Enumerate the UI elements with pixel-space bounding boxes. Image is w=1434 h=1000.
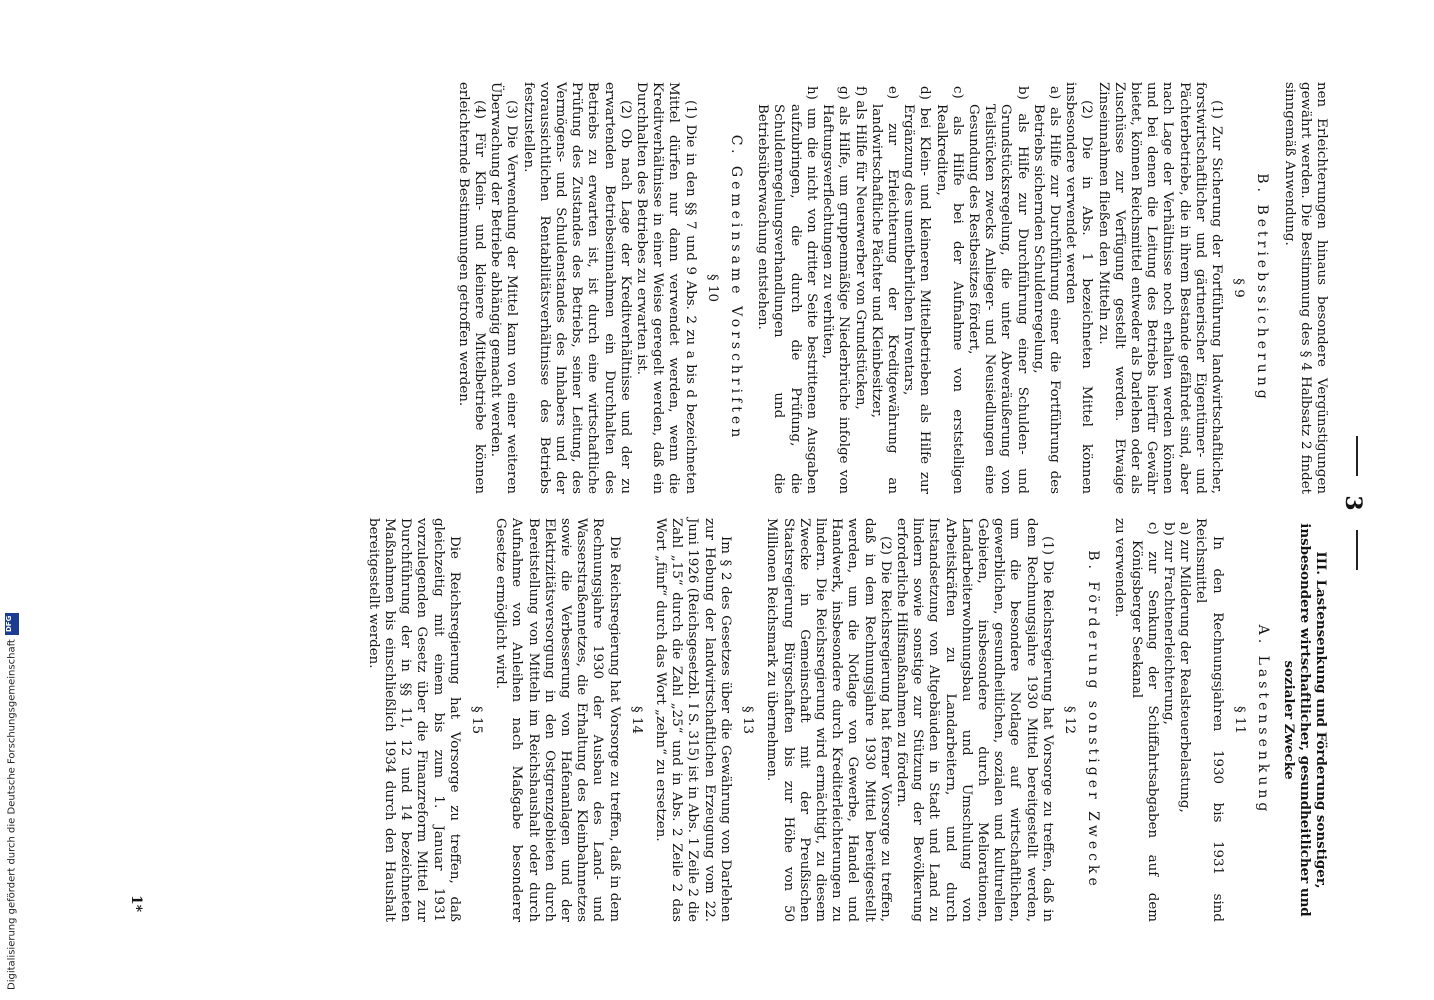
paragraph-12-abs-2: (2) Die Reichsregierung hat ferner Vorsorge zu treffen, daß in dem Rechnungsjahre 1930 Mittel bereitgestellt werden, um die Notlage von Gewerbe, Handel und Handwerk, insbesondere durch Krediterleichterungen zu lindern. Die Reichsregierung wird ermächtigt, zu diesem Zwecke in Gemeinschaft mit der Preußischen Staatsregierung Bürgschaften bis zur Höhe von 50 Millionen Reichsmark zu übernehmen. (764, 518, 893, 922)
list-item: g) als Hilfe, um gruppenmäßige Niederbrüche infolge von Haftungsverflechtungen zu verhüten, (820, 86, 852, 494)
left-column (455, 82, 1329, 494)
list-item: f) als Hilfe für Neuerwerber von Grundstücken, (852, 86, 868, 410)
section-c-heading: C. Gemeinsame Vorschriften (728, 134, 745, 442)
paragraph-11-number: § 11 (1231, 706, 1247, 734)
paragraph-12-abs-1: (1) Die Reichsregierung hat Vorsorge zu treffen, daß in dem Rechnungsjahre 1930 Mittel bereitgestellt werden, um die besondere Notlage auf wirtschaftlichen, gewerblichen, gesundheitlichen, sozialen und kulturellen Gebieten, insbesondere durch Meliorationen, Landarbeiterwohnungsbau und Umschulung von Arbeitskräften zu Landarbeitern, und durch Instandsetzung von Altgebäuden in Stadt und Land zu lindern sowie sonstige zur Stützung der Bevölkerung erforderliche Hilfsmaßnahmen zu fördern. (893, 518, 1055, 922)
list-item: a) als Hilfe zur Durchführung einer die Fortführung des Betriebs sichernden Schuldenregelung, (1030, 86, 1062, 494)
paragraph-10-abs-2: (2) Ob nach Lage der Kreditverhältnisse und der zu erwartenden Betriebseinnahmen ein Durchhalten des Betriebs zu erwarten ist, ist durch eine wirtschaftliche Prüfung des Zustandes des Betriebs, seiner Leitung, des Vermögens- und Schuldenstandes des Inhabers und der voraussichtlichen Rentabilitätsverhältnisse des Betriebs festzustellen. (520, 82, 633, 494)
paragraph-12-number: § 12 (1061, 706, 1077, 734)
list-item: c) zur Senkung der Schiffahrtsabgaben auf dem Königsberger Seekanal (1128, 522, 1160, 922)
paragraph-11-outro: zu verwenden. (1112, 518, 1128, 618)
section-b-heading-right: B. Förderung sonstiger Zwecke (1085, 550, 1102, 890)
header-dash-right (1356, 530, 1358, 570)
paragraph-14-number: § 14 (628, 706, 644, 734)
paragraph-15-number: § 15 (469, 706, 485, 734)
signature-mark: 1* (128, 895, 144, 913)
digitization-note (4, 600, 20, 990)
page-number: 3 (1340, 495, 1366, 511)
continuation-text: nen Erleichterungen hinaus besondere Vergünstigungen gewährt werden. Die Bestimmung des § 4 Halbsatz 2 findet sinngemäß Anwendung. (1281, 82, 1329, 494)
list-item: c) als Hilfe bei der Aufnahme von erststelligen Realkrediten, (933, 86, 965, 494)
section-a-heading: A. Lastensenkung (1255, 624, 1271, 816)
paragraph-11-intro: In den Rechnungsjahren 1930 bis 1931 sind Reichsmittel (1193, 518, 1225, 922)
list-item: h) um die nicht von dritter Seite bestrittenen Ausgaben aufzubringen, die durch die Prüfung, die Schuldenregelungsverhandlungen und die Betriebsüberwachung entstehen. (755, 86, 819, 494)
paragraph-10-number: § 10 (704, 274, 720, 302)
list-item: d) bei Klein- und kleineren Mittelbetrieben als Hilfe zur Ergänzung des unentbehrlichen Inventars, (901, 86, 933, 494)
list-item: b) zur Frachtenerleichterung, (1160, 522, 1176, 725)
list-item: a) zur Milderung der Realsteuerbelastung, (1177, 522, 1193, 813)
dfg-logo-icon: DFG (5, 613, 19, 635)
paragraph-15-text: Die Reichsregierung hat Vorsorge zu treffen, daß gleichzeitig mit einem bis zum 1. Januar 1931 vorzulegenden Gesetz über die Finanzreform Mittel zur Durchführung der in §§ 11, 12 und 14 bezeichneten Maßnahmen bis einschließlich 1934 durch den Haushalt bereitgestellt werden. (365, 518, 462, 922)
list-item: b) als Hilfe zur Durchführung einer Schulden- und Grundstücksregelung, die unter Abveräußerung von Teilstücken zwecks Anlieger- und Neusiedlungen eine Gesundung des Restbesitzes fördert, (965, 86, 1030, 494)
paragraph-14-text: Die Reichsregierung hat Vorsorge zu treffen, daß in dem Rechnungsjahre 1930 der Ausbau des Land- und Wasserstraßennetzes, die Erhaltung des Kleinbahnnetzes sowie die Verbesserung von Hafenanlagen und der Elektrizitätsversorgung in den Ostgrenzgebieten durch Bereitstellung von Mitteln im Reichshaushalt oder durch Aufnahme von Anleihen nach Maßgabe besonderer Gesetze ermöglicht wird. (493, 518, 622, 922)
digitization-note-text: Digitalisierung gefördert durch die Deutsche Forschungsgemeinschaft (6, 639, 18, 990)
right-column (365, 518, 1329, 922)
header-dash-left (1356, 436, 1358, 476)
section-b-heading: B. Betriebssicherung (1254, 173, 1271, 403)
part-iii-heading: III. Lastensenkung und Förderung sonstiger, insbesondere wirtschaftlicher, gesundheitlicher und sozialer Zwecke (1281, 523, 1329, 917)
paragraph-10-abs-3: (3) Die Verwendung der Mittel kann von einer weiteren Überwachung der Betriebe abhängig gemacht werden. (488, 82, 520, 494)
paragraph-13-text: Im § 2 des Gesetzes über die Gewährung von Darlehen zur Hebung der landwirtschaftlichen Erzeugung vom 22. Juni 1926 (Reichsgesetzbl. I S. 315) ist in Abs. 1 Zeile 2 die Zahl „15“ durch die Zahl „25“ und in Abs. 2 Zeile 2 das Wort „fünf“ durch das Wort „zehn“ zu ersetzen. (653, 518, 733, 922)
paragraph-10-abs-4: (4) Für Klein- und kleinere Mittelbetriebe können erleichternde Bestimmungen getroffen werden. (455, 82, 488, 494)
paragraph-9-abs-1: (1) Zur Sicherung der Fortführung landwirtschaftlicher, forstwirtschaftlicher und gärtnerischer Eigentümer- und Pächterbetriebe, die in ihrem Bestande gefährdet sind, aber nach Lage der Verhältnisse noch erhalten werden können und bei denen die Leitung des Betriebs hierfür Gewähr bietet, können Reichsmittel entweder als Darlehen oder als Zuschüsse zur Verfügung gestellt werden. Etwaige Zinseinnahmen fließen den Mitteln zu. (1095, 82, 1224, 494)
paragraph-9-number: § 9 (1231, 278, 1247, 298)
paragraph-10-abs-1: (1) Die in den §§ 7 und 9 Abs. 2 zu a bis d bezeichneten Mittel dürfen nur dann verwendet werden, wenn die Kreditverhältnisse in einer Weise geregelt werden, daß ein Durchhalten des Betriebes zu erwarten ist. (634, 82, 698, 494)
paragraph-13-number: § 13 (740, 706, 756, 734)
paragraph-9-abs-2: (2) Die in Abs. 1 bezeichneten Mittel können insbesondere verwendet werden (1063, 82, 1095, 494)
list-item: e) zur Erleichterung der Kreditgewährung an landwirtschaftliche Pächter und Kleinbesitzer, (868, 86, 900, 494)
